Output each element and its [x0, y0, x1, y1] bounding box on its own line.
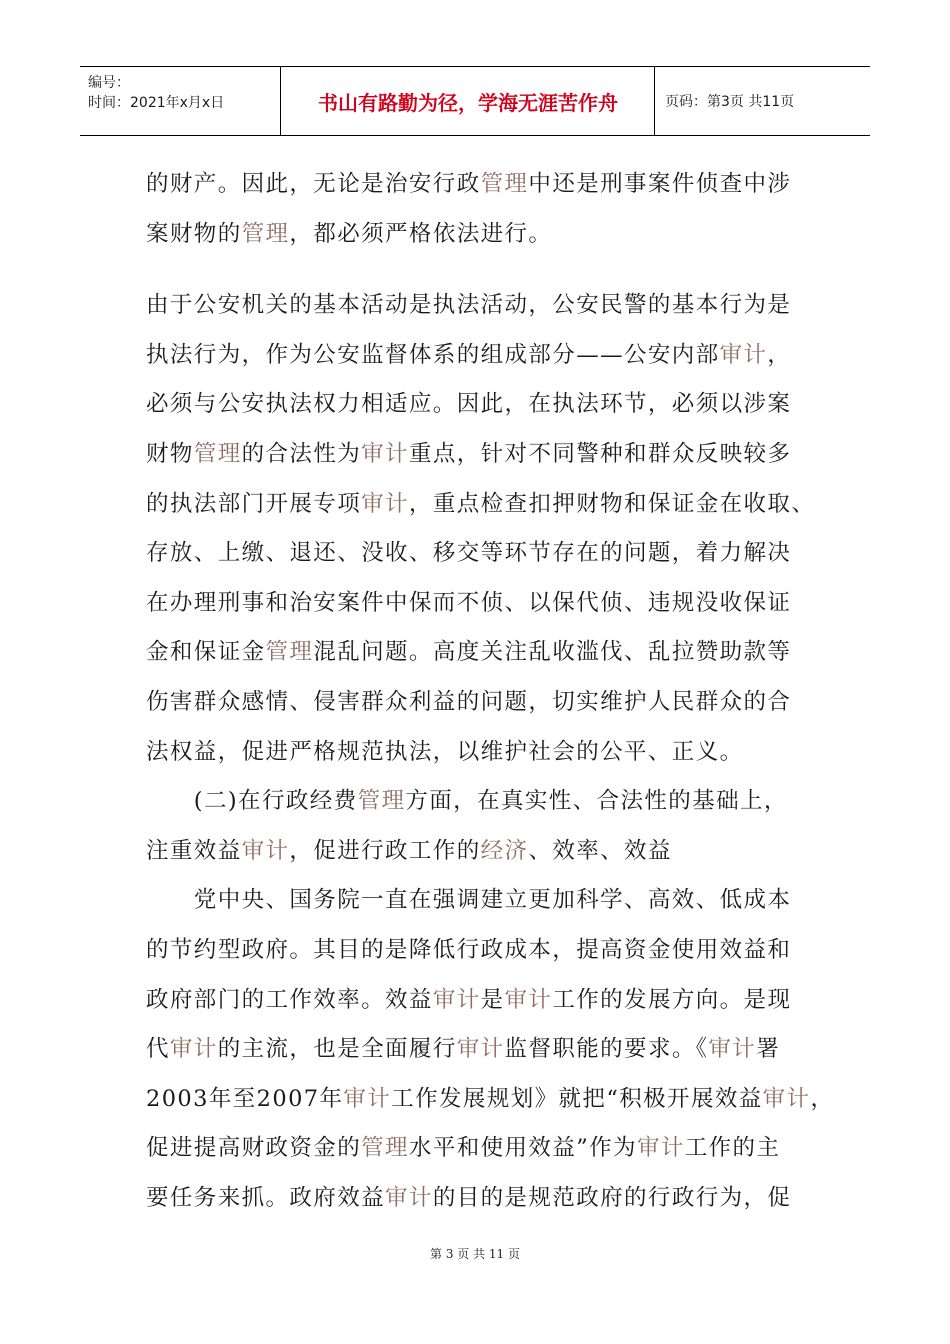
body-line: 案财物的管理，都必须严格依法进行。	[146, 220, 553, 247]
highlighted-term: 审计	[385, 1184, 433, 1211]
highlighted-term: 审计	[361, 440, 409, 467]
highlighted-term: 管理	[480, 171, 529, 197]
body-line: 执法行为，作为公安监督体系的组成部分——公安内部审计，	[146, 341, 792, 368]
highlighted-term: 管理	[241, 220, 290, 247]
highlighted-term: 管理	[357, 788, 406, 815]
document-date-label: 时间：2021年x月x日	[88, 95, 225, 111]
paragraph-gap	[146, 259, 836, 281]
body-line: 在办理刑事和治安案件中保而不侦、以保代侦、违规没收保证	[146, 589, 792, 616]
body-line: 党中央、国务院一直在强调建立更加科学、高效、低成本	[146, 887, 792, 914]
highlighted-term: 审计	[361, 490, 409, 517]
highlighted-term: 管理	[193, 440, 242, 467]
section-heading-line: 注重效益审计，促进行政工作的经济、效率、效益	[146, 837, 672, 864]
header-motto: 书山有路勤为径，学海无涯苦作舟	[282, 67, 655, 135]
body-line: 财物管理的合法性为审计重点，针对不同警种和群众反映较多	[146, 440, 792, 467]
highlighted-term: 审计	[169, 1036, 218, 1063]
highlighted-term: 经济	[480, 837, 529, 864]
body-line: 的执法部门开展专项审计，重点检查扣押财物和保证金在收取、	[146, 490, 816, 517]
document-number-label: 编号：	[88, 75, 130, 91]
body-line: 金和保证金管理混乱问题。高度关注乱收滥伐、乱拉赞助款等	[146, 639, 792, 666]
highlighted-term: 审计	[719, 341, 768, 368]
body-line: 促进提高财政资金的管理水平和使用效益”作为审计工作的主	[146, 1135, 781, 1162]
body-line: 2003年至2007年审计工作发展规划》就把“积极开展效益审计，	[146, 1085, 835, 1112]
body-line: 代审计的主流，也是全面履行审计监督职能的要求。《审计署	[146, 1036, 781, 1063]
section-heading-line: (二)在行政经费管理方面，在真实性、合法性的基础上，	[146, 788, 788, 815]
body-line: 伤害群众感情、侵害群众利益的问题，切实维护人民群众的合	[146, 688, 792, 715]
body-line: 法权益，促进严格规范执法，以维护社会的公平、正义。	[146, 738, 744, 765]
highlighted-term: 审计	[343, 1085, 392, 1112]
body-line: 政府部门的工作效率。效益审计是审计工作的发展方向。是现	[146, 986, 792, 1013]
highlighted-term: 审计	[241, 837, 290, 864]
document-body	[146, 160, 836, 1223]
body-line: 必须与公安执法权力相适应。因此，在执法环节，必须以涉案	[146, 391, 792, 418]
page-footer: 第 3 页 共 11 页	[430, 1247, 520, 1261]
highlighted-term: 审计	[432, 986, 481, 1013]
header-meta	[80, 67, 281, 135]
highlighted-term: 审计	[708, 1036, 757, 1063]
page-header	[80, 66, 870, 136]
body-line: 的财产。因此，无论是治安行政管理中还是刑事案件侦查中涉	[146, 171, 792, 197]
highlighted-term: 审计	[762, 1085, 811, 1112]
header-page-number: 页码：第3页 共11页	[665, 94, 795, 110]
body-line: 由于公安机关的基本活动是执法活动，公安民警的基本行为是	[146, 292, 792, 319]
body-line: 存放、上缴、退还、没收、移交等环节存在的问题，着力解决	[146, 540, 792, 567]
body-line: 要任务来抓。政府效益审计的目的是规范政府的行政行为，促	[146, 1184, 792, 1211]
highlighted-term: 管理	[361, 1135, 409, 1162]
body-line: 的节约型政府。其目的是降低行政成本，提高资金使用效益和	[146, 936, 792, 963]
highlighted-term: 管理	[265, 639, 314, 666]
highlighted-term: 审计	[456, 1036, 505, 1063]
highlighted-term: 审计	[636, 1135, 685, 1162]
highlighted-term: 审计	[504, 986, 553, 1013]
